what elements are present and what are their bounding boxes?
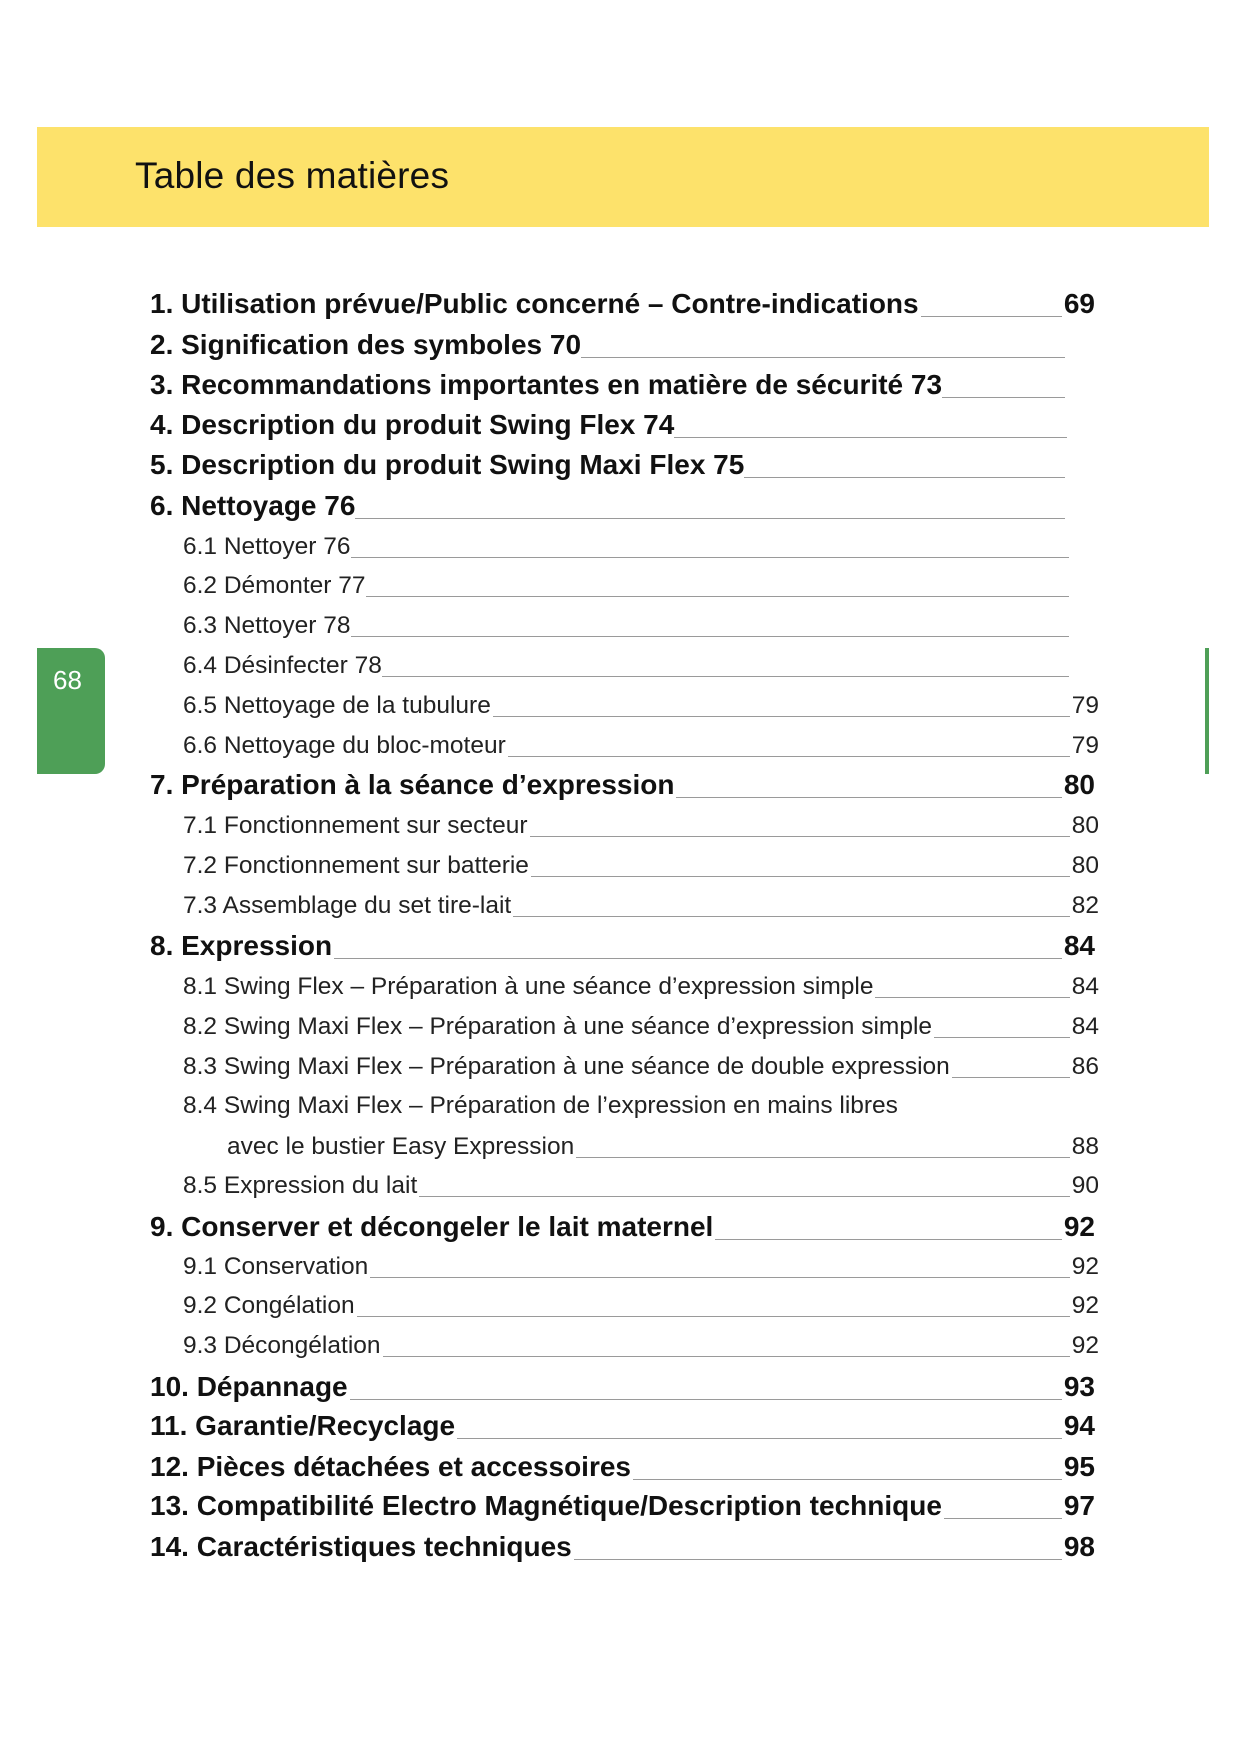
toc-entry-9-1[interactable]: 9.1 Conservation 92 (183, 1253, 1099, 1280)
toc-entry-6-1[interactable]: 6.1 Nettoyer 76 (183, 533, 1071, 561)
toc-entry-13[interactable]: 13. Compatibilité Electro Magnétique/Description technique 97 (150, 1490, 1095, 1521)
toc-entry-8[interactable]: 8. Expression 84 (150, 930, 1095, 961)
toc-entry-1[interactable]: 1. Utilisation prévue/Public concerné – Contre-indications 69 (150, 288, 1095, 319)
toc-entry-8-2[interactable]: 8.2 Swing Maxi Flex – Préparation à une séance d’expression simple 84 (183, 1013, 1099, 1040)
toc-entry-4[interactable]: 4. Description du produit Swing Flex 74 (150, 409, 1069, 441)
toc-entry-9-2[interactable]: 9.2 Congélation 92 (183, 1292, 1099, 1319)
toc-entry-11[interactable]: 11. Garantie/Recyclage 94 (150, 1410, 1095, 1441)
toc-entry-10[interactable]: 10. Dépannage 93 (150, 1371, 1095, 1402)
toc-entry-8-1[interactable]: 8.1 Swing Flex – Préparation à une séance d’expression simple 84 (183, 973, 1099, 1000)
toc-entry-8-5[interactable]: 8.5 Expression du lait 90 (183, 1172, 1099, 1199)
toc-entry-6[interactable]: 6. Nettoyage 76 (150, 490, 1067, 522)
toc-entry-5[interactable]: 5. Description du produit Swing Maxi Flex 75 (150, 449, 1067, 481)
toc-entry-2[interactable]: 2. Signification des symboles 70 (150, 329, 1067, 361)
toc-entry-8-3[interactable]: 8.3 Swing Maxi Flex – Préparation à une séance de double expression 86 (183, 1053, 1099, 1080)
page-title: Table des matières (135, 155, 450, 196)
toc-entry-6-3[interactable]: 6.3 Nettoyer 78 (183, 612, 1071, 640)
toc-entry-6-4[interactable]: 6.4 Désinfecter 78 (183, 652, 1071, 680)
toc-entry-8-4-cont[interactable]: avec le bustier Easy Expression 88 (227, 1133, 1099, 1160)
toc-entry-3[interactable]: 3. Recommandations importantes en matière de sécurité 73 (150, 369, 1067, 401)
page-number: 68 (53, 665, 82, 695)
toc-entry-7[interactable]: 7. Préparation à la séance d’expression 80 (150, 769, 1095, 800)
toc-entry-6-2[interactable]: 6.2 Démonter 77 (183, 572, 1071, 600)
toc-entry-12[interactable]: 12. Pièces détachées et accessoires 95 (150, 1451, 1095, 1482)
toc-entry-7-3[interactable]: 7.3 Assemblage du set tire-lait 82 (183, 892, 1099, 919)
toc-entry-7-1[interactable]: 7.1 Fonctionnement sur secteur 80 (183, 812, 1099, 839)
toc-entry-6-6[interactable]: 6.6 Nettoyage du bloc-moteur 79 (183, 732, 1099, 759)
toc-entry-7-2[interactable]: 7.2 Fonctionnement sur batterie 80 (183, 852, 1099, 879)
toc-entry-9[interactable]: 9. Conserver et décongeler le lait maternel 92 (150, 1211, 1095, 1242)
toc-entry-9-3[interactable]: 9.3 Décongélation 92 (183, 1332, 1099, 1359)
toc-entry-14[interactable]: 14. Caractéristiques techniques 98 (150, 1531, 1095, 1562)
toc-entry-8-4[interactable]: 8.4 Swing Maxi Flex – Préparation de l’expression en mains libres (183, 1092, 898, 1119)
toc-entry-6-5[interactable]: 6.5 Nettoyage de la tubulure 79 (183, 692, 1099, 719)
